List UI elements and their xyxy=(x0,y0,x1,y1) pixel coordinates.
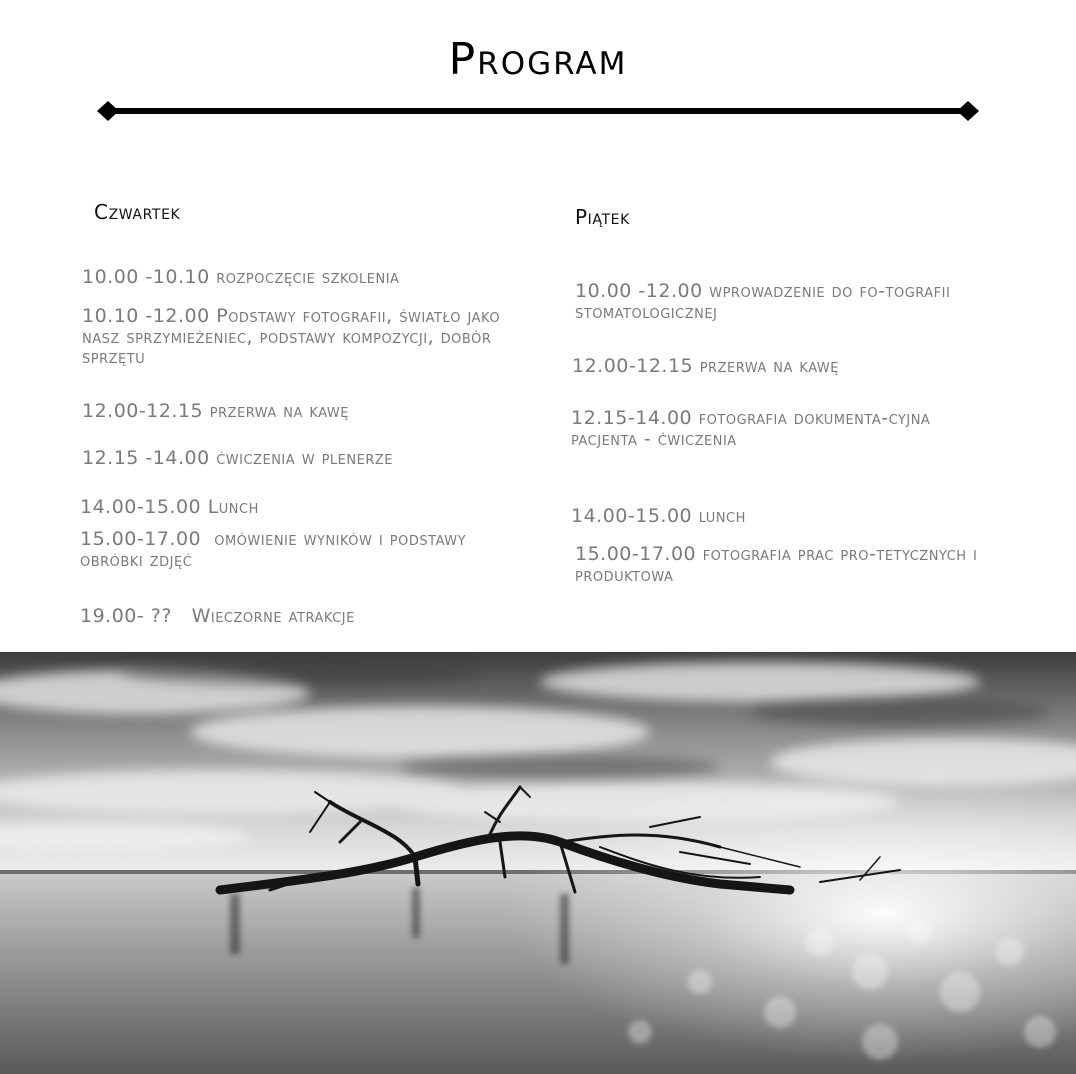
driftwood-branch-icon xyxy=(0,652,1076,1074)
schedule-time: 14.00-15.00 xyxy=(80,496,202,518)
schedule-time: 10.10 -12.00 xyxy=(82,305,210,327)
title-divider xyxy=(96,98,980,124)
schedule-item xyxy=(572,356,992,377)
day-heading-thursday: Czwartek xyxy=(94,200,181,224)
schedule-time: 14.00-15.00 xyxy=(571,505,693,527)
page-title: Program xyxy=(448,34,628,85)
landscape-photo xyxy=(0,652,1076,1074)
schedule-item xyxy=(571,506,991,527)
schedule-description: wprowadzenie do fo-tografii stomatologicznej xyxy=(575,280,957,323)
schedule-description: ćwiczenia w plenerze xyxy=(216,447,393,469)
schedule-description: omówienie wyników i podstawy obróbki zdjęć xyxy=(80,528,473,571)
schedule-time: 12.15-14.00 xyxy=(571,407,693,429)
schedule-item xyxy=(82,401,522,422)
schedule-description: lunch xyxy=(698,505,746,527)
schedule-description: Wieczorne atrakcje xyxy=(178,605,355,627)
schedule-description: przerwa na kawę xyxy=(699,355,839,377)
schedule-item xyxy=(80,497,520,518)
schedule-item xyxy=(82,267,522,288)
schedule-time: 10.00 -10.10 xyxy=(82,266,210,288)
schedule-time: 15.00-17.00 xyxy=(575,543,697,565)
schedule-description: przerwa na kawę xyxy=(209,400,349,422)
schedule-time: 10.00 -12.00 xyxy=(575,280,703,302)
schedule-item xyxy=(82,448,522,469)
schedule-description: Lunch xyxy=(207,496,259,518)
schedule-time: 12.15 -14.00 xyxy=(82,447,210,469)
day-heading-friday: Piątek xyxy=(575,205,630,229)
schedule-item xyxy=(82,306,527,368)
schedule-item xyxy=(575,544,985,585)
schedule-description: rozpoczęcie szkolenia xyxy=(216,266,400,288)
schedule-item xyxy=(80,606,520,627)
schedule-time: 19.00- ?? xyxy=(80,605,172,627)
schedule-item xyxy=(80,529,510,570)
schedule-description: fotografia prac pro-tetycznych i produktowa xyxy=(575,543,984,586)
schedule-time: 15.00-17.00 xyxy=(80,528,202,550)
schedule-item xyxy=(575,281,995,322)
schedule-time: 12.00-12.15 xyxy=(82,400,204,422)
schedule-time: 12.00-12.15 xyxy=(572,355,694,377)
schedule-description: Podstawy fotografii, światło jako nasz sprzymieżeniec, podstawy kompozycji, dobór sprzętu xyxy=(82,305,507,368)
schedule-item xyxy=(571,408,1001,449)
schedule-description: fotografia dokumenta-cyjna pacjenta - ćwiczenia xyxy=(571,407,937,450)
